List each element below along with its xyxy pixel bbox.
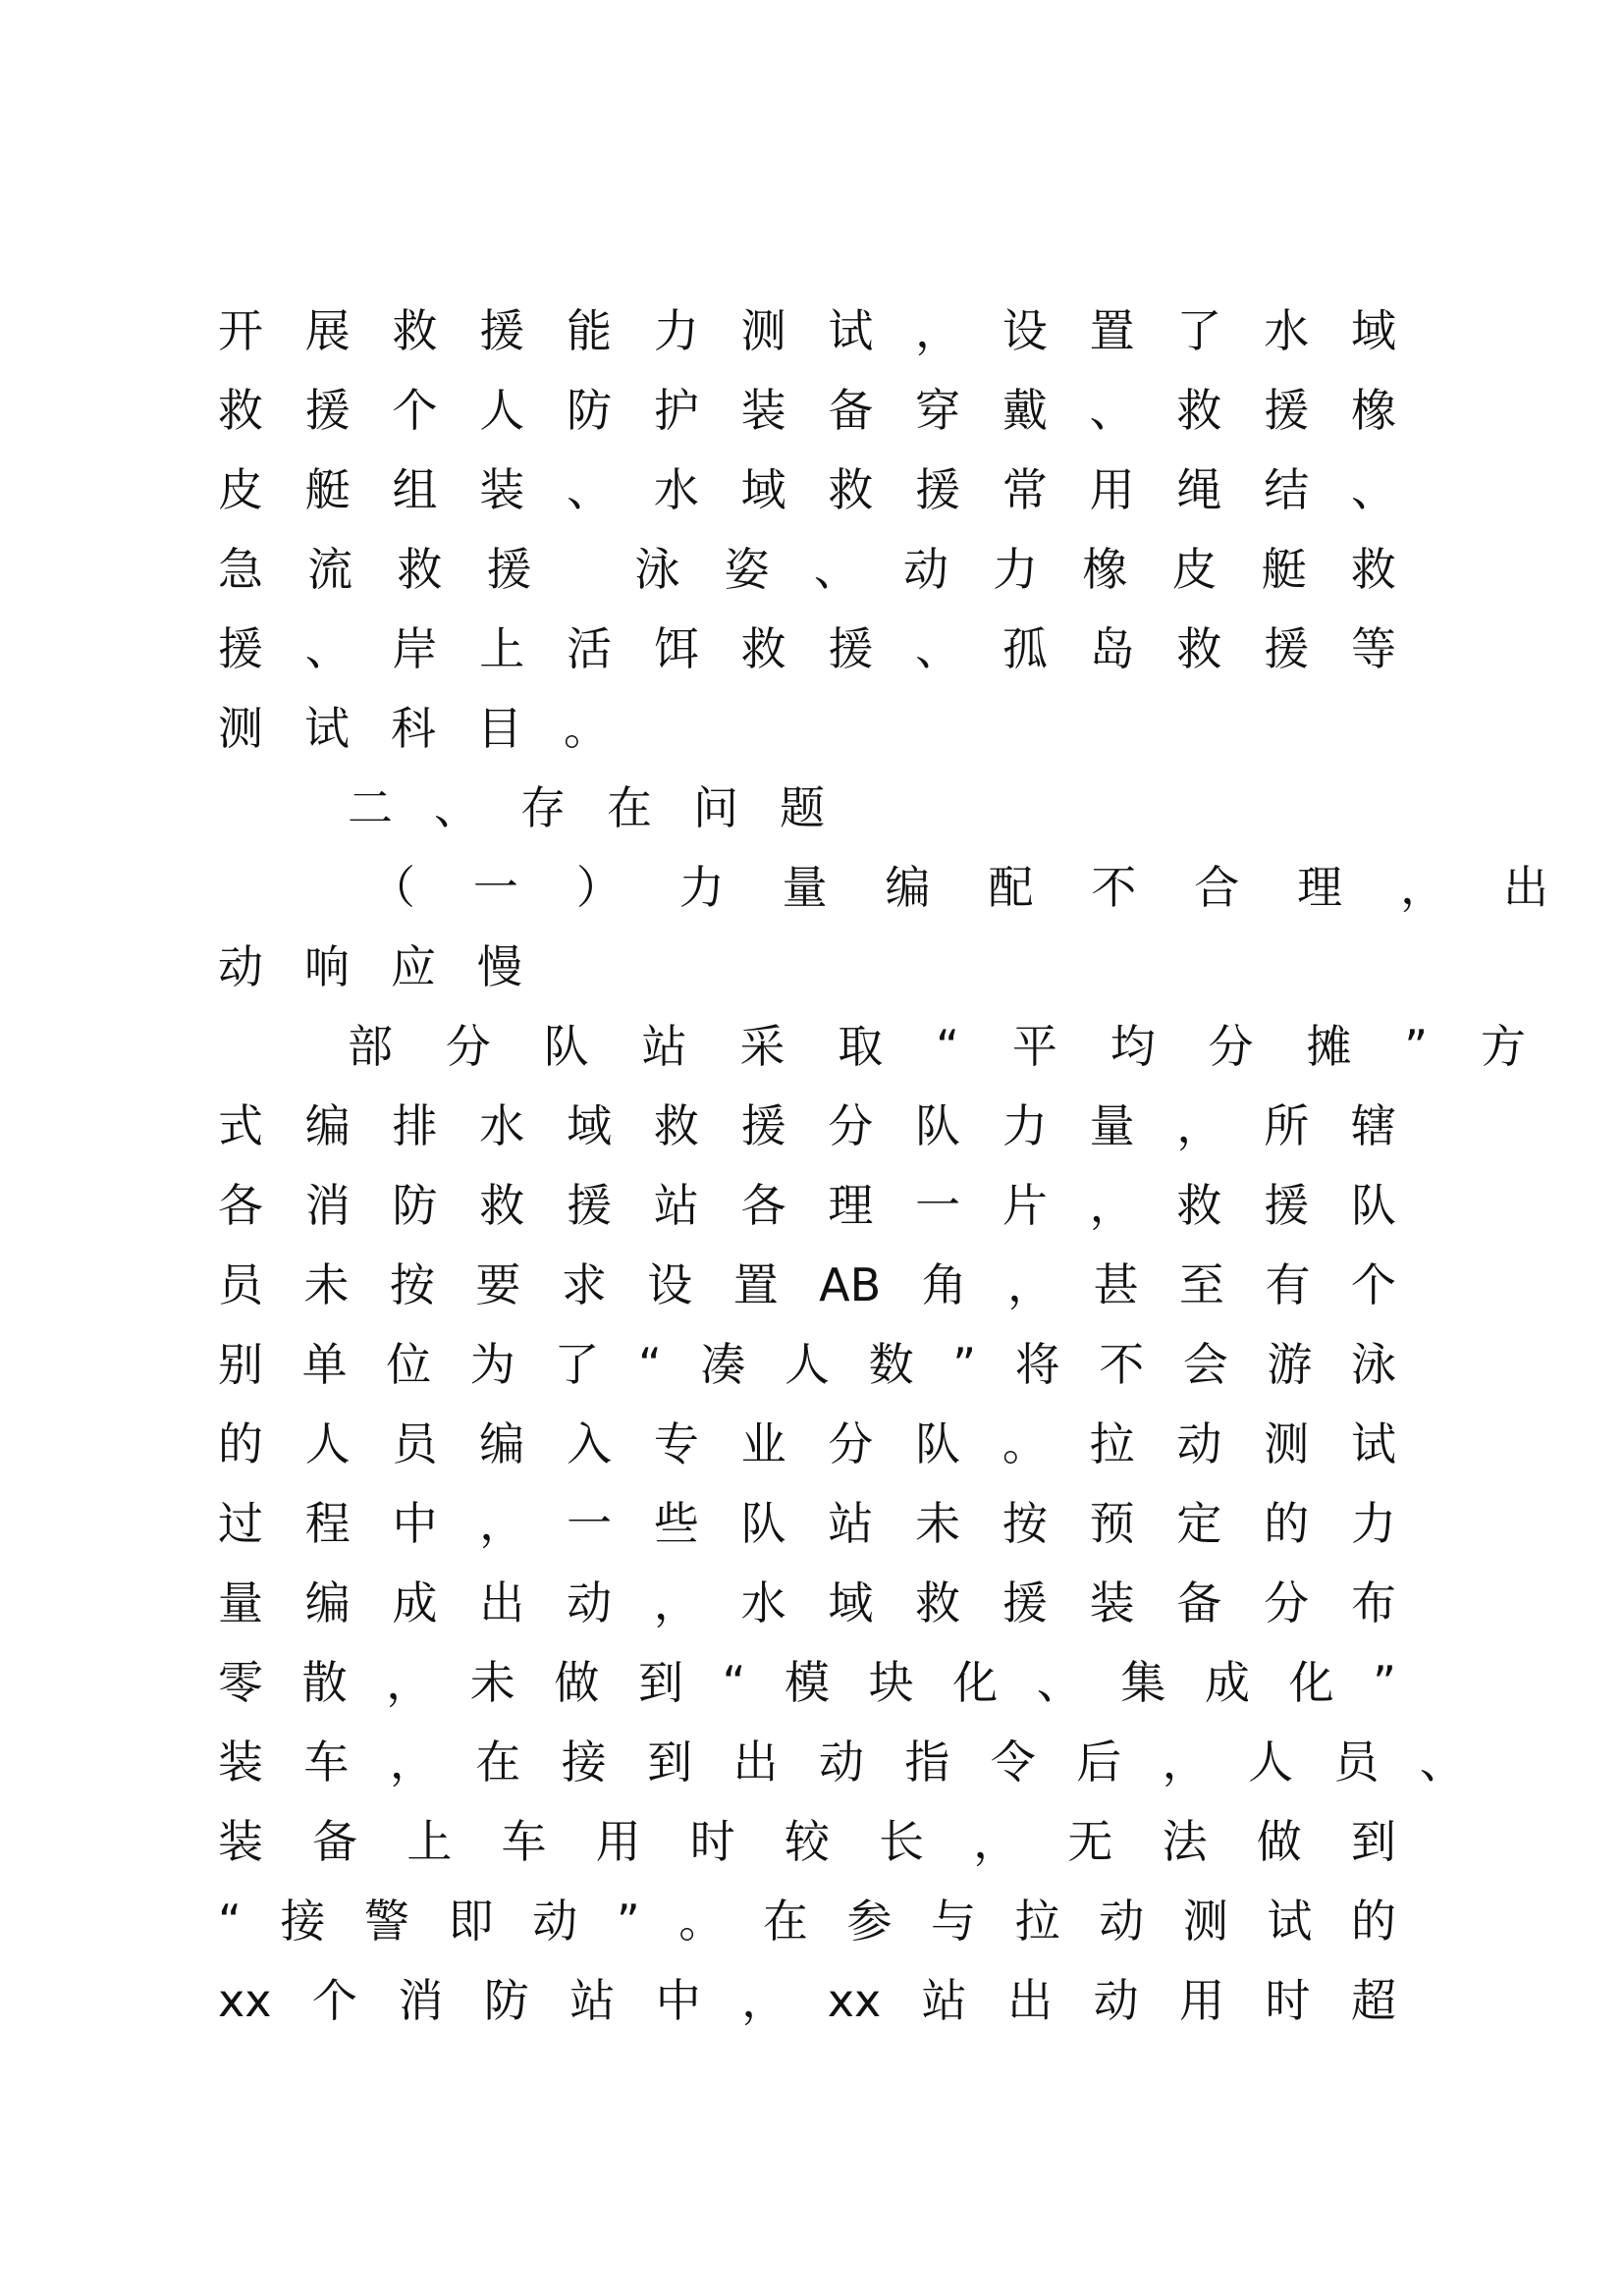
paragraph-line: 装 车 ， 在 接 到 出 动 指 令 后 ， 人 员 、 xyxy=(218,1735,1465,1789)
document-body xyxy=(218,292,1548,2041)
paragraph-line: 援 、 岸 上 活 饵 救 援 、 孤 岛 救 援 等 xyxy=(218,622,1396,675)
paragraph-line: xx 个 消 防 站 中 ， xx 站 出 动 用 时 超 xyxy=(218,1974,1396,2027)
paragraph-line: 的 人 员 编 入 专 业 分 队 。 拉 动 测 试 xyxy=(218,1417,1396,1470)
paragraph-line: 零 散 ， 未 做 到 “ 模 块 化 、 集 成 化 ” xyxy=(218,1656,1396,1709)
paragraph-line: 各 消 防 救 援 站 各 理 一 片 ， 救 援 队 xyxy=(218,1179,1396,1232)
paragraph-line: 别 单 位 为 了 “ 凑 人 数 ” 将 不 会 游 泳 xyxy=(218,1338,1396,1391)
paragraph-line: 式 编 排 水 域 救 援 分 队 力 量 ， 所 辖 xyxy=(218,1099,1396,1152)
paragraph-line: 部 分 队 站 采 取 “ 平 均 分 摊 ” 方 xyxy=(348,1020,1526,1073)
paragraph-line: 量 编 成 出 动 ， 水 域 救 援 装 备 分 布 xyxy=(218,1576,1396,1629)
paragraph-line: 装 备 上 车 用 时 较 长 ， 无 法 做 到 xyxy=(218,1815,1396,1868)
paragraph-line: 开 展 救 援 能 力 测 试 ， 设 置 了 水 域 xyxy=(218,304,1396,357)
paragraph-line: 皮 艇 组 装 、 水 域 救 援 常 用 绳 结 、 xyxy=(218,463,1396,516)
paragraph-line: 测试科目。 xyxy=(218,702,650,755)
paragraph-line: 过 程 中 ， 一 些 队 站 未 按 预 定 的 力 xyxy=(218,1497,1396,1550)
paragraph-line: 急 流 救 援 泳 姿 、 动 力 橡 皮 艇 救 xyxy=(218,543,1396,596)
subsection-heading-continued: 动响应慢 xyxy=(218,940,564,993)
paragraph-line: “ 接 警 即 动 ” 。 在 参 与 拉 动 测 试 的 xyxy=(218,1895,1396,1948)
section-heading: 二、存在问题 xyxy=(348,781,866,834)
paragraph-line: 员 未 按 要 求 设 置 AB 角 ， 甚 至 有 个 xyxy=(218,1258,1396,1311)
paragraph-line: 救 援 个 人 防 护 装 备 穿 戴 、 救 援 橡 xyxy=(218,384,1396,437)
subsection-heading: （ 一 ） 力 量 编 配 不 合 理 ， 出 xyxy=(370,861,1548,914)
